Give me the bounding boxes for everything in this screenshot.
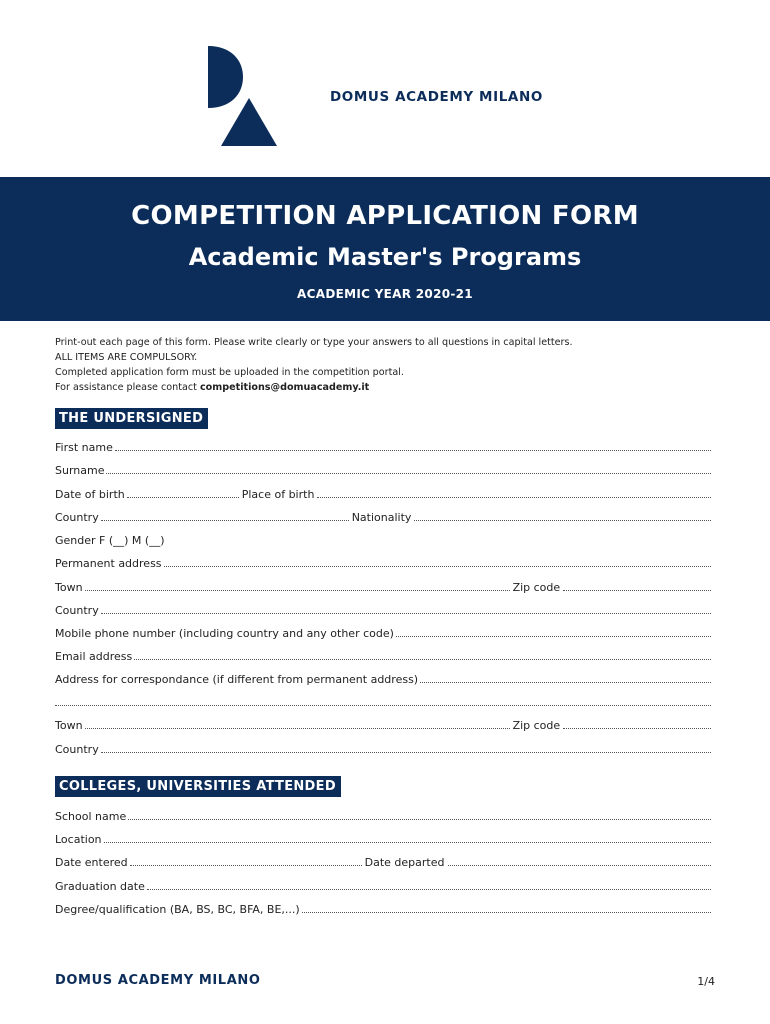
- nationality-label: Nationality: [351, 511, 412, 524]
- first-name-label: First name: [55, 441, 113, 454]
- form-subtitle: Academic Master's Programs: [188, 243, 582, 271]
- assistance-email-link[interactable]: competitions@domuacademy.it: [199, 382, 370, 393]
- mobile-field[interactable]: [55, 624, 711, 640]
- place-of-birth-label: Place of birth: [241, 488, 315, 501]
- instruction-line-3: Completed application form must be uploaded in the competition portal.: [55, 367, 404, 378]
- country2-label: Country: [55, 604, 99, 617]
- instruction-line-4: [55, 380, 573, 395]
- degree-field[interactable]: [55, 900, 711, 916]
- town-zip-field[interactable]: [55, 578, 711, 594]
- birth-field[interactable]: [55, 485, 711, 501]
- date-entered-label: Date entered: [55, 856, 128, 869]
- date-departed-label: Date departed: [364, 856, 445, 869]
- graduation-label: Graduation date: [55, 880, 145, 893]
- correspondence-address-field[interactable]: [55, 670, 711, 686]
- graduation-date-field[interactable]: [55, 877, 711, 893]
- zip2-label: Zip code: [512, 719, 561, 732]
- form-title: COMPETITION APPLICATION FORM: [131, 201, 639, 231]
- school-label: School name: [55, 810, 127, 823]
- domus-academy-logo: [205, 46, 277, 146]
- town-label: Town: [55, 581, 83, 594]
- zip-label: Zip code: [512, 581, 561, 594]
- country-field[interactable]: [55, 601, 711, 617]
- location-field[interactable]: [55, 830, 711, 846]
- dates-field[interactable]: [55, 853, 711, 869]
- section-header-colleges: COLLEGES, UNIVERSITIES ATTENDED: [55, 776, 341, 797]
- email-field[interactable]: [55, 647, 711, 663]
- permanent-address-label: Permanent address: [55, 557, 162, 570]
- instruction-line-1: Print-out each page of this form. Please write clearly or type your answers to all questions in capital letters.: [55, 337, 573, 348]
- title-banner: [0, 177, 770, 321]
- school-name-field[interactable]: [55, 807, 711, 823]
- section-header-undersigned: THE UNDERSIGNED: [55, 408, 208, 429]
- town-zip-field-2[interactable]: [55, 716, 711, 732]
- gender-field[interactable]: [55, 531, 711, 547]
- degree-label: Degree/qualification (BA, BS, BC, BFA, BE,...): [55, 903, 300, 916]
- footer-brand: DOMUS ACADEMY MILANO: [55, 973, 261, 988]
- gender-label: Gender F (__) M (__): [55, 534, 165, 547]
- corr-address-label: Address for correspondance (if different from permanent address): [55, 673, 419, 686]
- page-number: 1/4: [697, 975, 715, 988]
- country3-label: Country: [55, 743, 99, 756]
- country-label: Country: [55, 511, 99, 524]
- email-label: Email address: [55, 650, 133, 663]
- correspondence-address-line2[interactable]: [55, 693, 711, 709]
- surname-label: Surname: [55, 464, 105, 477]
- first-name-field[interactable]: [55, 438, 711, 454]
- location-label: Location: [55, 833, 102, 846]
- surname-field[interactable]: [55, 461, 711, 477]
- academic-year: ACADEMIC YEAR 2020-21: [297, 287, 473, 301]
- country-field-2[interactable]: [55, 740, 711, 756]
- country-nationality-field[interactable]: [55, 508, 711, 524]
- mobile-label: Mobile phone number (including country and any other code): [55, 627, 394, 640]
- instruction-line-2: ALL ITEMS ARE COMPULSORY.: [55, 352, 198, 363]
- header-brand: DOMUS ACADEMY MILANO: [330, 89, 543, 105]
- dob-label: Date of birth: [55, 488, 125, 501]
- permanent-address-field[interactable]: [55, 554, 711, 570]
- town2-label: Town: [55, 719, 83, 732]
- instructions: [55, 335, 573, 395]
- assistance-text: For assistance please contact: [55, 382, 200, 393]
